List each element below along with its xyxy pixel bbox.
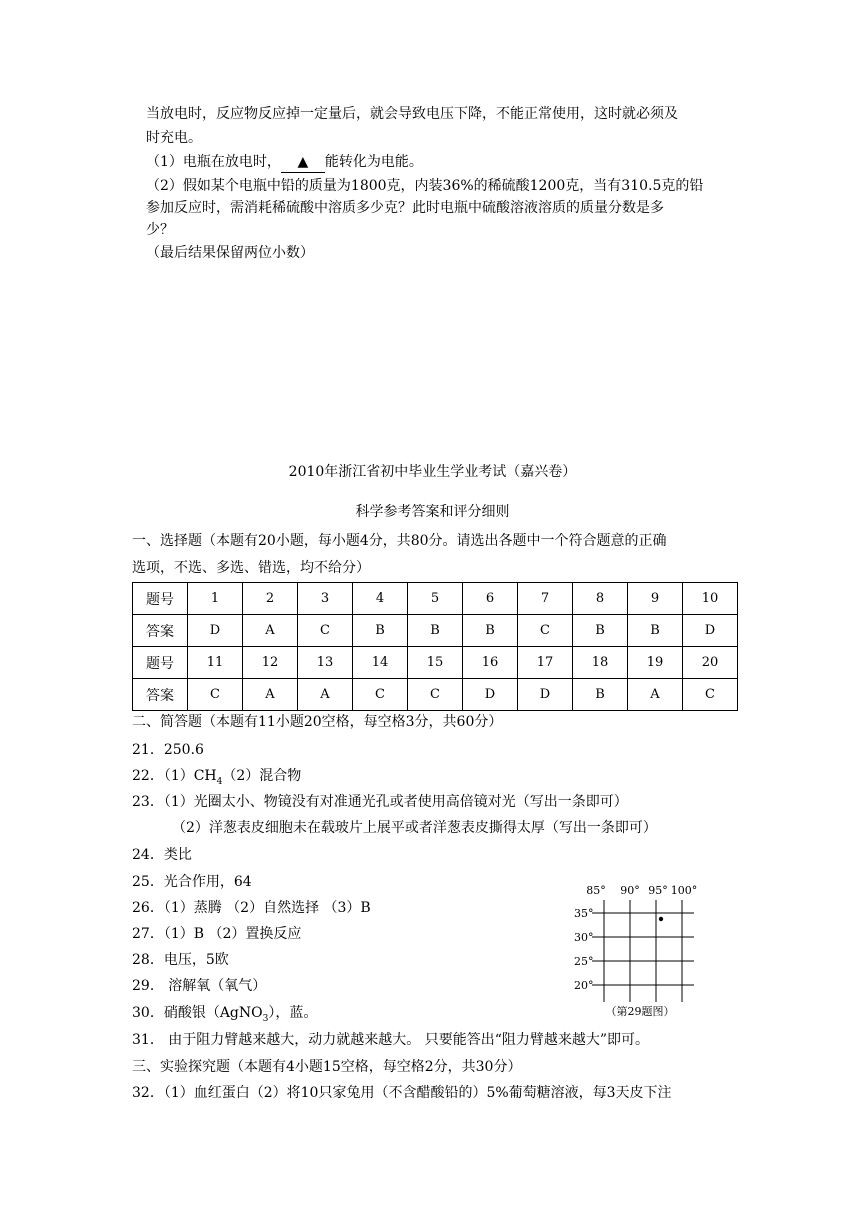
part1-line2: 选项，不选、多选、错选，均不给分） (132, 560, 370, 576)
table-cell: B (463, 615, 518, 647)
table-cell: D (463, 679, 518, 711)
answer-key-subtitle: 科学参考答案和评分细则 (355, 504, 510, 520)
exam-title: 2010年浙江省初中毕业生学业考试（嘉兴卷） (288, 464, 577, 480)
figure-29-grid (562, 880, 742, 1020)
answer-26: 26．（1）蒸腾 （2）自然选择 （3）B (132, 900, 371, 916)
table-cell: D (188, 615, 243, 647)
para1-line2: 时充电。 (146, 130, 202, 146)
y-label: 20° (574, 979, 594, 992)
answer-30-subscript: 3 (262, 1013, 269, 1024)
table-cell: 16 (463, 647, 518, 679)
x-label: 95° (648, 884, 668, 897)
table-cell: 14 (353, 647, 408, 679)
table-cell: 12 (243, 647, 298, 679)
table-cell: 6 (463, 583, 518, 615)
table-cell: C (188, 679, 243, 711)
answer-28: 28．电压，5欧 (132, 952, 229, 968)
answer-22-rest: （2）混合物 (222, 768, 302, 784)
table-cell: 20 (683, 647, 738, 679)
table-cell: 7 (518, 583, 573, 615)
table-cell: B (573, 615, 628, 647)
table-cell: 5 (408, 583, 463, 615)
answer-21: 21．250.6 (132, 742, 204, 758)
answer-25: 25．光合作用，64 (132, 874, 252, 890)
q2-line1: （2）假如某个电瓶中铅的质量为1800克，内装36%的稀硫酸1200克，当有310.5克的铅 (146, 178, 704, 194)
row-header-answer: 答案 (133, 615, 188, 647)
x-label: 100° (670, 884, 698, 897)
table-cell: B (353, 615, 408, 647)
x-label: 90° (620, 884, 640, 897)
table-cell: 8 (573, 583, 628, 615)
answer-27: 27．（1）B （2）置换反应 (132, 926, 302, 942)
table-cell: A (243, 615, 298, 647)
row-header-question: 题号 (133, 647, 188, 679)
y-label: 30° (574, 931, 594, 944)
table-cell: C (353, 679, 408, 711)
row-header-question: 题号 (133, 583, 188, 615)
answer-30-rest: ），蓝。 (268, 1005, 318, 1021)
answer-22-subscript: 4 (216, 776, 223, 787)
answer-24: 24．类比 (132, 847, 192, 863)
table-cell: 11 (188, 647, 243, 679)
para1-line1: 当放电时，反应物反应掉一定量后，就会导致电压下降，不能正常使用，这时就必须及 (146, 106, 678, 122)
table-cell: 9 (628, 583, 683, 615)
table-cell: C (518, 615, 573, 647)
y-label: 35° (574, 907, 594, 920)
answer-30-formula: 30．硝酸银（AgNO (132, 1005, 263, 1021)
answer-22-formula: 22．（1）CH (132, 768, 217, 784)
table-cell: 1 (188, 583, 243, 615)
table-row (133, 615, 738, 647)
table-cell: B (628, 615, 683, 647)
table-cell: 13 (298, 647, 353, 679)
table-row (133, 583, 738, 615)
rounding-note: （最后结果保留两位小数） (146, 245, 314, 261)
table-cell: 3 (298, 583, 353, 615)
answer-29: 29． 溶解氧（氧气） (132, 978, 267, 994)
question-1 (146, 152, 423, 173)
q1-suffix: 能转化为电能。 (324, 154, 423, 170)
table-cell: B (573, 679, 628, 711)
part2-title: 二、简答题（本题有11小题20空格，每空格3分，共60分） (132, 714, 503, 730)
table-cell: 15 (408, 647, 463, 679)
table-cell: 17 (518, 647, 573, 679)
choice-answer-table (132, 582, 738, 711)
y-label: 25° (574, 955, 594, 968)
part1-line1: 一、选择题（本题有20小题，每小题4分，共80分。请选出各题中一个符合题意的正确 (132, 533, 667, 549)
q2-line3: 少？ (146, 222, 174, 238)
answer-31: 31． 由于阻力臂越来越大，动力就越来越大。 只要能答出“阻力臂越来越大”即可。 (132, 1032, 650, 1048)
q2-line2: 参加反应时，需消耗稀硫酸中溶质多少克？此时电瓶中硫酸溶液溶质的质量分数是多 (146, 200, 664, 216)
table-cell: 18 (573, 647, 628, 679)
answer-23-2: （2）洋葱表皮细胞未在载玻片上展平或者洋葱表皮撕得太厚（写出一条即可） (172, 820, 657, 836)
answer-30 (132, 1003, 317, 1029)
table-cell: 4 (353, 583, 408, 615)
table-cell: 19 (628, 647, 683, 679)
figure-caption: （第29题图） (605, 1005, 675, 1018)
table-cell: A (298, 679, 353, 711)
answer-blank: ▲ (281, 152, 325, 173)
table-row (133, 647, 738, 679)
q1-prefix: （1）电瓶在放电时， (146, 154, 281, 170)
location-dot (659, 917, 663, 921)
answer-22 (132, 766, 301, 792)
table-cell: 10 (683, 583, 738, 615)
table-cell: C (408, 679, 463, 711)
answer-23-1: 23．（1）光圈太小、物镜没有对准通光孔或者使用高倍镜对光（写出一条即可） (132, 794, 628, 810)
x-label: 85° (586, 884, 606, 897)
table-row (133, 679, 738, 711)
table-cell: A (628, 679, 683, 711)
table-cell: C (298, 615, 353, 647)
part3-title: 三、实验探究题（本题有4小题15空格，每空格2分，共30分） (132, 1059, 522, 1075)
table-cell: D (683, 615, 738, 647)
table-cell: D (518, 679, 573, 711)
table-cell: B (408, 615, 463, 647)
table-cell: A (243, 679, 298, 711)
row-header-answer: 答案 (133, 679, 188, 711)
table-cell: C (683, 679, 738, 711)
table-cell: 2 (243, 583, 298, 615)
answer-32: 32．（1）血红蛋白（2）将10只家兔用（不含醋酸铅的）5%葡萄糖溶液，每3天皮下注 (132, 1085, 672, 1101)
